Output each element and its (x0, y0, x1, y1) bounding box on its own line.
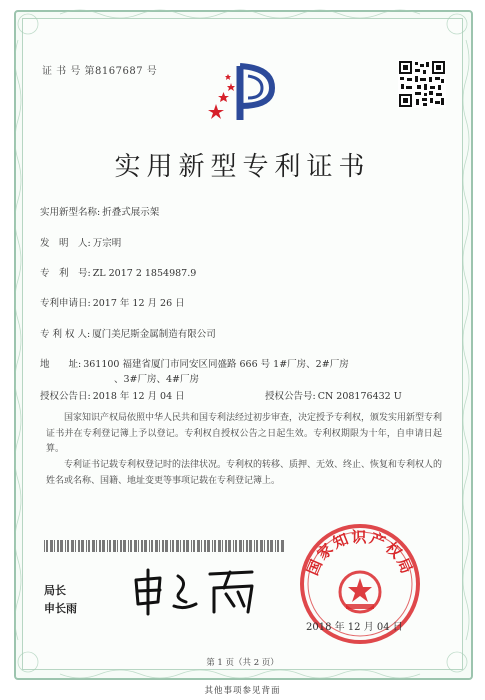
barcode-bar (191, 540, 192, 552)
barcode-bar (222, 540, 223, 552)
handwritten-signature (130, 566, 260, 618)
barcode-bar (197, 540, 200, 552)
barcode-bar (81, 540, 84, 552)
barcode-bar (113, 540, 116, 552)
barcode-bar (183, 540, 185, 552)
barcode-bar (170, 540, 171, 552)
barcode-bar (138, 540, 139, 552)
barcode-bar (243, 540, 244, 552)
barcode-bar (186, 540, 189, 552)
barcode-bar (249, 540, 252, 552)
barcode-bar (162, 540, 164, 552)
barcode-bar (60, 540, 63, 552)
barcode-bar (264, 540, 265, 552)
barcode-bar (270, 540, 273, 552)
page-number: 第 1 页（共 2 页） (206, 658, 279, 668)
barcode-bar (50, 540, 53, 552)
barcode-bar (218, 540, 221, 552)
barcode-bar (109, 540, 111, 552)
barcode-bar (151, 540, 153, 552)
seal-text: 国家知识产权局 (303, 528, 417, 578)
barcode-bar (214, 540, 216, 552)
barcode-bar (88, 540, 90, 552)
barcode-bar (207, 540, 210, 552)
barcode-bar (235, 540, 237, 552)
barcode-bar (165, 540, 168, 552)
barcode-bar (277, 540, 279, 552)
grant-statement-paragraph: 国家知识产权局依照中华人民共和国专利法经过初步审查，决定授予专利权，颁发实用新型专利证书并在专利登记簿上予以登记。专利权自授权公告之日起生效。专利权期限为十年，自申请日起算。 (46, 413, 443, 454)
barcode-bar (128, 540, 129, 552)
barcode-bar (228, 540, 231, 552)
barcode-bar (144, 540, 147, 552)
barcode-bar (86, 540, 87, 552)
barcode-bar (212, 540, 213, 552)
barcode-bar (254, 540, 255, 552)
barcode-bar (96, 540, 97, 552)
grant-number-field: 授权公告号: CN 208176432 U (265, 391, 402, 402)
seal-date: 2018 年 12 月 04 日 (306, 622, 403, 633)
address-field: 地 址: 361100 福建省厦门市同安区同盛路 666 号 1#厂房、2#厂房 (40, 359, 349, 370)
barcode-bar (54, 540, 55, 552)
patent-office-logo-icon (200, 58, 286, 128)
barcode-bar (149, 540, 150, 552)
barcode-bar (65, 540, 66, 552)
national-emblem-icon (340, 572, 380, 612)
barcode-bar (71, 540, 74, 552)
barcode-bar (44, 540, 45, 552)
barcode-bar (204, 540, 206, 552)
barcode-bar (239, 540, 242, 552)
application-date-field: 专利申请日: 2017 年 12 月 26 日 (40, 298, 185, 309)
barcode-bar (267, 540, 269, 552)
barcode-bar (67, 540, 69, 552)
barcode-bar (246, 540, 248, 552)
barcode-bar (281, 540, 284, 552)
barcode-bar (193, 540, 195, 552)
barcode-bar (134, 540, 137, 552)
utility-model-name-field: 实用新型名称: 折叠式展示架 (40, 207, 160, 218)
footer-note: 其他事项参见背面 (204, 686, 281, 696)
patent-number-field: 专 利 号: ZL 2017 2 1854987.9 (40, 268, 197, 279)
barcode-bar (159, 540, 160, 552)
barcode-bar (92, 540, 95, 552)
barcode-bar (275, 540, 276, 552)
barcode-bar (176, 540, 179, 552)
barcode-bar (155, 540, 158, 552)
signature-name: 申长雨 (44, 602, 77, 615)
barcode-bar (117, 540, 118, 552)
barcode-bar (180, 540, 181, 552)
barcode-strip (44, 540, 284, 552)
barcode-bar (78, 540, 80, 552)
barcode-bar (260, 540, 263, 552)
barcode-bar (225, 540, 227, 552)
barcode-bar (123, 540, 126, 552)
barcode-bar (107, 540, 108, 552)
barcode-bar (99, 540, 101, 552)
barcode-bar (57, 540, 59, 552)
barcode-bar (256, 540, 258, 552)
address-field-continued: 、3#厂房、4#厂房 (114, 374, 200, 385)
legal-status-paragraph: 专利证书记载专利权登记时的法律状况。专利权的转移、质押、无效、终止、恢复和专利权人的姓名或名称、国籍、地址变更等事项记载在专利登记簿上。 (46, 460, 443, 486)
barcode-bar (141, 540, 143, 552)
barcode-bar (130, 540, 132, 552)
barcode-bar (120, 540, 122, 552)
barcode-bar (46, 540, 48, 552)
patentee-field: 专 利 权 人: 厦门美尼斯金属制造有限公司 (40, 329, 216, 340)
barcode-bar (102, 540, 105, 552)
certificate-number: 证 书 号 第8167687 号 (42, 66, 158, 77)
barcode-bar (172, 540, 174, 552)
grant-date-field: 授权公告日: 2018 年 12 月 04 日 (40, 391, 185, 402)
certificate-title: 实用新型专利证书 (114, 152, 371, 182)
barcode-bar (75, 540, 76, 552)
qr-code-icon (398, 60, 446, 108)
barcode-bar (201, 540, 202, 552)
barcode-bar (233, 540, 234, 552)
signature-role: 局长 (44, 584, 66, 597)
inventor-field: 发 明 人: 万宗明 (40, 238, 122, 249)
svg-text:国家知识产权局 (303, 528, 416, 578)
